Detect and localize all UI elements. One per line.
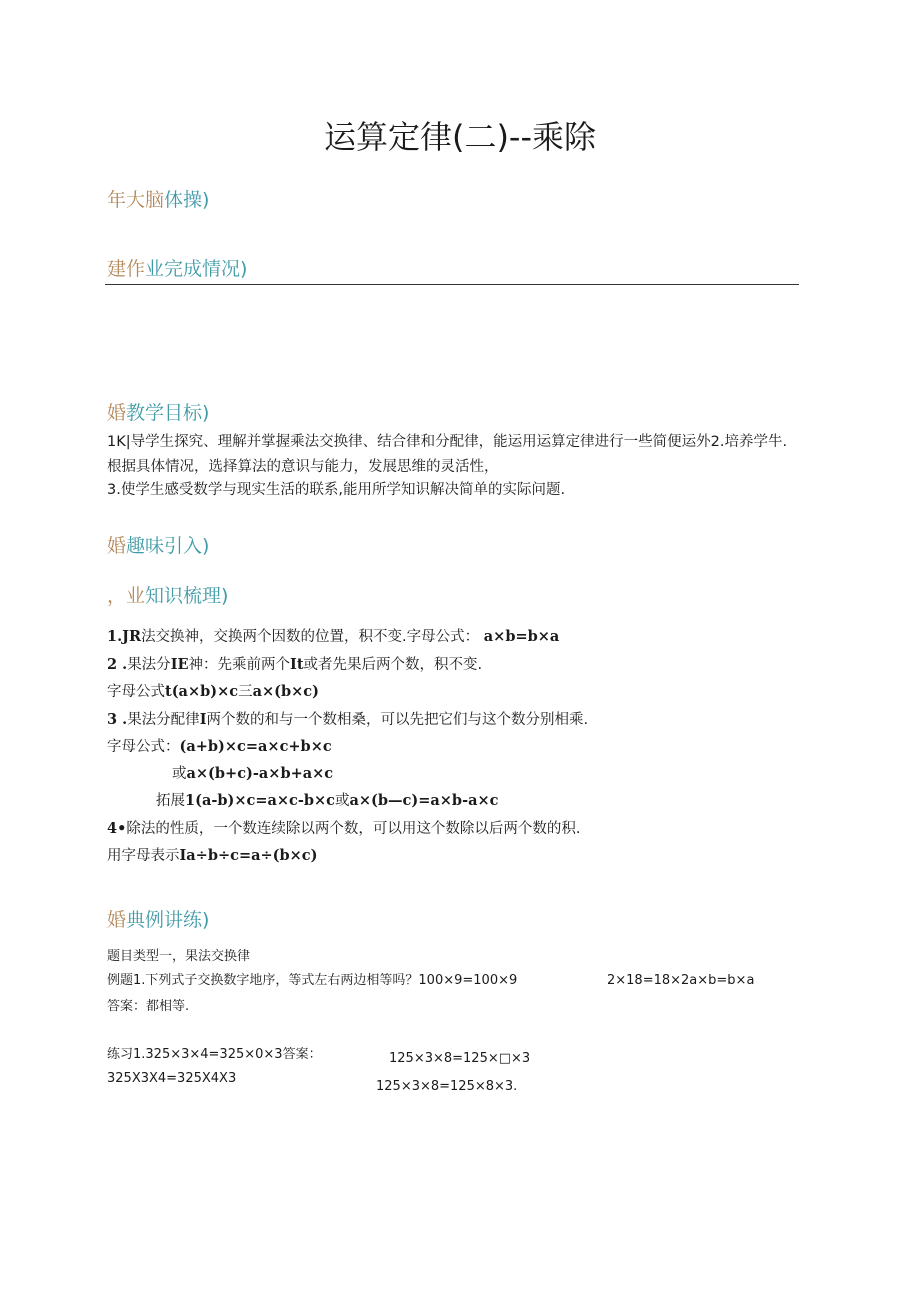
example-answer: 答案：都相等. — [107, 999, 190, 1014]
text: 拓展 — [156, 793, 185, 809]
text: 两个数的和与一个数相桑，可以先把它们与这个数分别相乘. — [206, 712, 589, 728]
knowledge-line-7 — [156, 791, 498, 811]
example-question-1: 例题1.下列式子交换数字地序，等式左右两边相等吗？100×9=100×9 — [107, 973, 518, 988]
text: 3 . — [107, 711, 128, 728]
text: 字母公式： — [107, 739, 180, 755]
section-prefix: 婚 — [107, 402, 127, 424]
formula: a×(b×c) — [252, 683, 319, 700]
formula: a×(b—c)=a×b-a×c — [349, 792, 499, 809]
divider — [105, 284, 799, 285]
section-label: 业完成情况) — [145, 258, 248, 280]
section-knowledge — [107, 584, 228, 608]
text: 字母公式 — [107, 684, 165, 700]
section-homework — [107, 257, 247, 281]
formula: (a+b)×c=a×c+b×c — [179, 738, 332, 755]
section-prefix: 婚 — [107, 535, 127, 557]
text: IE — [170, 656, 189, 673]
section-label: 典例讲练) — [126, 909, 210, 931]
text: It — [290, 656, 304, 673]
section-prefix: 年大脑 — [107, 189, 165, 211]
formula: t(a×b)×c — [165, 683, 239, 700]
formula: a×b=b×a — [483, 628, 560, 645]
text: 用字母表示 — [107, 848, 180, 864]
formula: a×(b+c)-a×b+a×c — [186, 765, 334, 782]
text: 神：先乘前两个 — [188, 657, 291, 673]
formula: 1(a-b)×c=a×c-b×c — [185, 792, 335, 809]
section-prefix: 婚 — [107, 909, 127, 931]
knowledge-line-3 — [107, 682, 319, 702]
knowledge-line-2 — [107, 655, 482, 675]
text: 或 — [172, 766, 187, 782]
text: 法交换神，交换两个因数的位置，积不变.字母公式： — [141, 629, 480, 645]
section-label: 趣味引入) — [126, 535, 210, 557]
text: 除法的性质，一个数连续除以两个数，可以用这个数除以后两个数的积. — [126, 821, 581, 837]
text: 果法分 — [127, 657, 171, 673]
exercise-2-extra: 125×3×8=125×8×3. — [376, 1079, 518, 1094]
knowledge-line-9 — [107, 846, 317, 866]
exercise-1-extra: 125×3×8=125×□×3 — [389, 1051, 531, 1066]
text: 2 . — [107, 656, 128, 673]
text: 或 — [335, 793, 350, 809]
goals-paragraph-1: 1K|导学生探究、理解并掌握乘法交换律、结合律和分配律，能运用运算定律进行一些简便运外2.培养学牛.根据具体情况，选择算法的意识与能力，发展思维的灵活性， — [107, 434, 788, 475]
knowledge-line-4 — [107, 710, 588, 730]
text: 1.JR — [107, 628, 142, 645]
section-label: 体操) — [164, 189, 210, 211]
knowledge-line-8 — [107, 819, 580, 839]
section-prefix: ，业 — [107, 585, 146, 607]
text: 三 — [238, 684, 253, 700]
knowledge-line-6 — [172, 764, 333, 784]
knowledge-line-1 — [107, 627, 559, 647]
formula: Ia÷b÷c=a÷(b×c) — [179, 847, 318, 864]
section-brain-exercise — [107, 188, 209, 212]
exercise-1: 练习1.325×3×4=325×0×3答案： — [107, 1047, 322, 1062]
text: 果法分配律 — [127, 712, 200, 728]
knowledge-line-5 — [107, 737, 332, 757]
section-label: 教学目标) — [126, 402, 210, 424]
text: 4• — [107, 820, 127, 837]
section-label: 知识梳理) — [145, 585, 229, 607]
section-prefix: 建作 — [107, 258, 146, 280]
section-goals — [107, 401, 209, 425]
exercise-2: 325X3X4=325X4X3 — [107, 1071, 237, 1086]
page-title: 运算定律(二)--乘除 — [323, 118, 597, 156]
goals-paragraph-2: 3.使学生感受数学与现实生活的联系,能用所学知识解决简单的实际问题. — [107, 482, 566, 498]
text: 或者先果后两个数，积不变. — [303, 657, 483, 673]
text: I — [199, 711, 207, 728]
example-question-1-extra: 2×18=18×2a×b=b×a — [607, 973, 755, 988]
section-intro — [107, 534, 209, 558]
section-examples — [107, 908, 209, 932]
example-type: 题目类型一，果法交换律 — [107, 949, 251, 964]
